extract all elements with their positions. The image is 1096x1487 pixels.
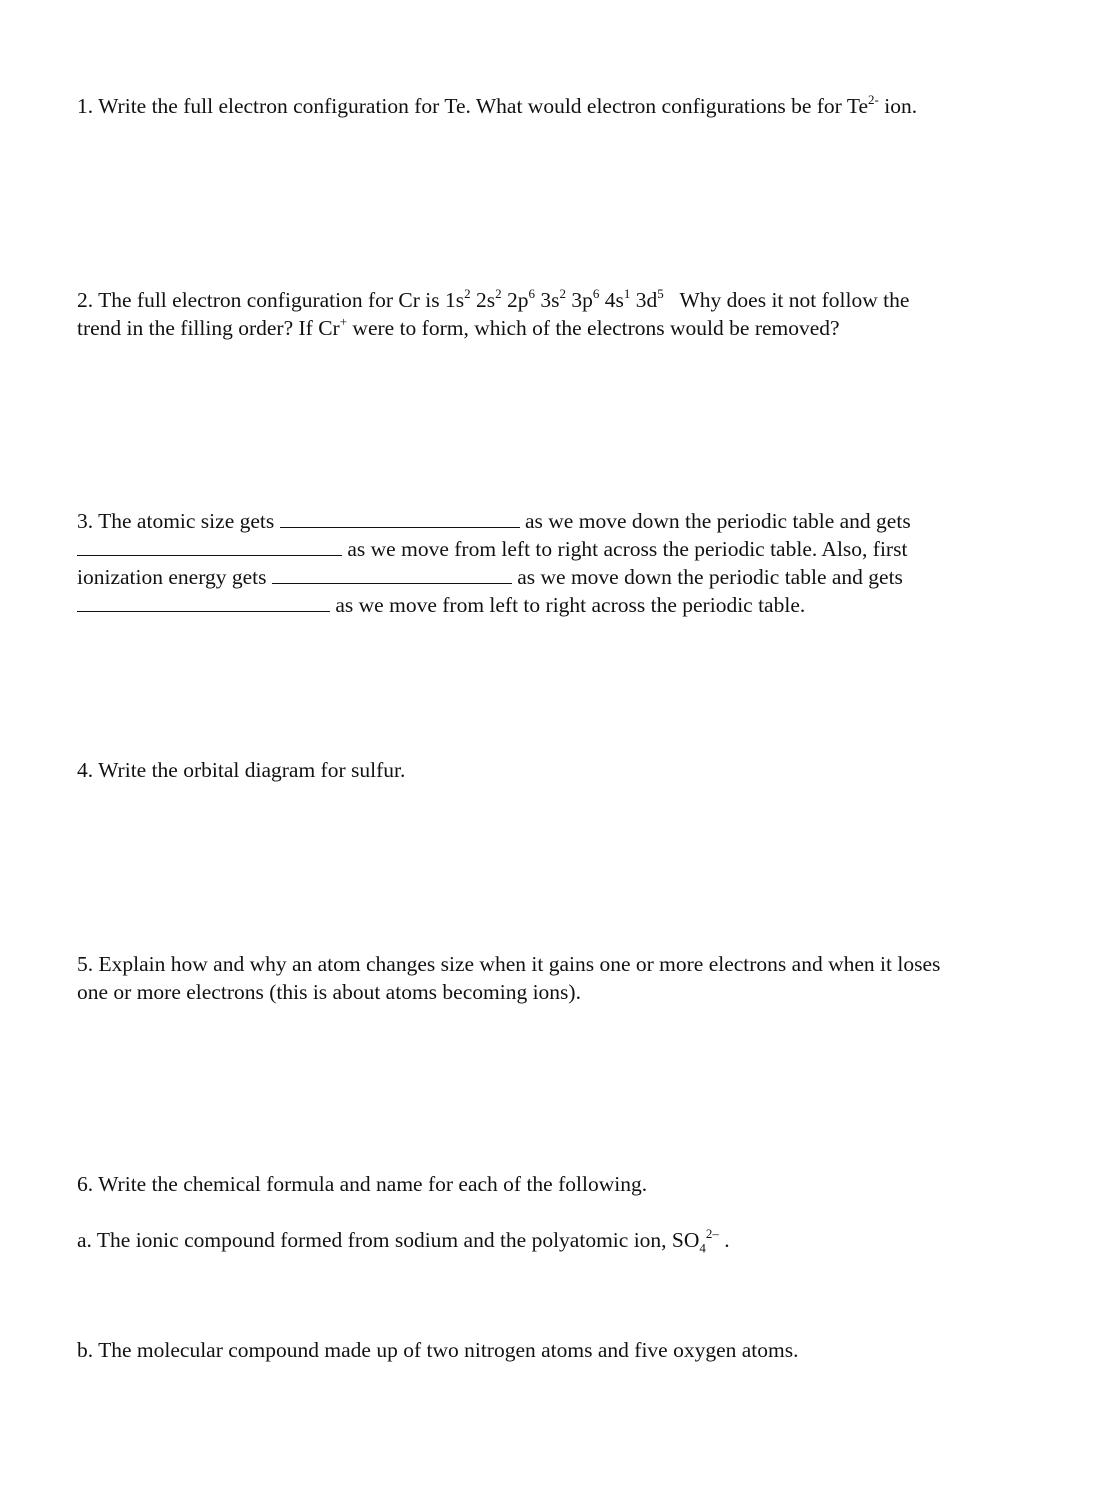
question-6a [77,1226,730,1254]
exponent: 6 [592,285,600,301]
question-text: as we move down the periodic table and gets [519,509,911,533]
exponent: 5 [657,285,664,301]
question-number: 3. [77,509,94,533]
ion-charge: 2– [705,1225,719,1241]
question-line [77,286,909,314]
question-number: 4. [77,758,94,782]
answer-blank[interactable] [77,591,330,612]
question-number: 2. [77,288,94,312]
question-line [77,950,940,978]
exponent: 6 [528,285,535,301]
ion-charge: + [339,313,348,329]
orbital: 2p [501,288,529,312]
question-1 [77,92,917,120]
exponent: 2 [464,285,471,301]
orbital: 3s [535,288,560,312]
question-text-end: . [718,1228,730,1252]
question-4 [77,756,405,784]
orbital: 3d [630,288,658,312]
question-text: b. The molecular compound made up of two nitrogen atoms and five oxygen atoms. [77,1338,799,1362]
question-2 [77,286,909,342]
question-text: Write the full electron configuration for Te. What would electron configurations be for Te [98,94,868,118]
question-text: ionization energy gets [77,565,272,589]
question-text: Write the orbital diagram for sulfur. [98,758,406,782]
orbital: 2s [470,288,496,312]
question-6 [77,1170,647,1198]
exponent: 2 [559,285,566,301]
question-text: one or more electrons (this is about atoms becoming ions). [77,980,581,1004]
question-5 [77,950,940,1006]
exponent: 1 [623,285,631,301]
answer-blank[interactable] [77,535,342,556]
question-text-end: ion. [878,94,918,118]
question-number: 6. [77,1172,94,1196]
answer-blank[interactable] [280,507,520,528]
question-text: trend in the filling order? If Cr [77,316,340,340]
question-text-end: Why does it not follow the [663,288,910,312]
question-text: The atomic size gets [98,509,280,533]
question-line [77,507,911,535]
question-text: as we move from left to right across the periodic table. Also, first [342,537,908,561]
ion-charge: 2- [868,91,879,107]
question-text: Write the chemical formula and name for each of the following. [98,1172,648,1196]
question-number: 1. [77,94,94,118]
question-text: as we move down the periodic table and gets [511,565,903,589]
question-text: The full electron configuration for Cr is 1s [98,288,465,312]
subscript: 4 [699,1240,706,1256]
orbital: 4s [599,288,624,312]
answer-blank[interactable] [272,563,512,584]
question-text: a. The ionic compound formed from sodium and the polyatomic ion, SO [77,1228,700,1252]
question-line [77,978,940,1006]
question-line [77,591,911,619]
orbital: 3p [566,288,593,312]
question-line [77,535,911,563]
question-6b [77,1336,798,1364]
question-text-end: were to form, which of the electrons would be removed? [347,316,840,340]
question-line [77,563,911,591]
question-text: Explain how and why an atom changes size when it gains one or more electrons and when it loses [98,952,941,976]
question-number: 5. [77,952,94,976]
question-line [77,314,909,342]
exponent: 2 [495,285,502,301]
question-text: as we move from left to right across the periodic table. [330,593,806,617]
question-3 [77,507,911,619]
